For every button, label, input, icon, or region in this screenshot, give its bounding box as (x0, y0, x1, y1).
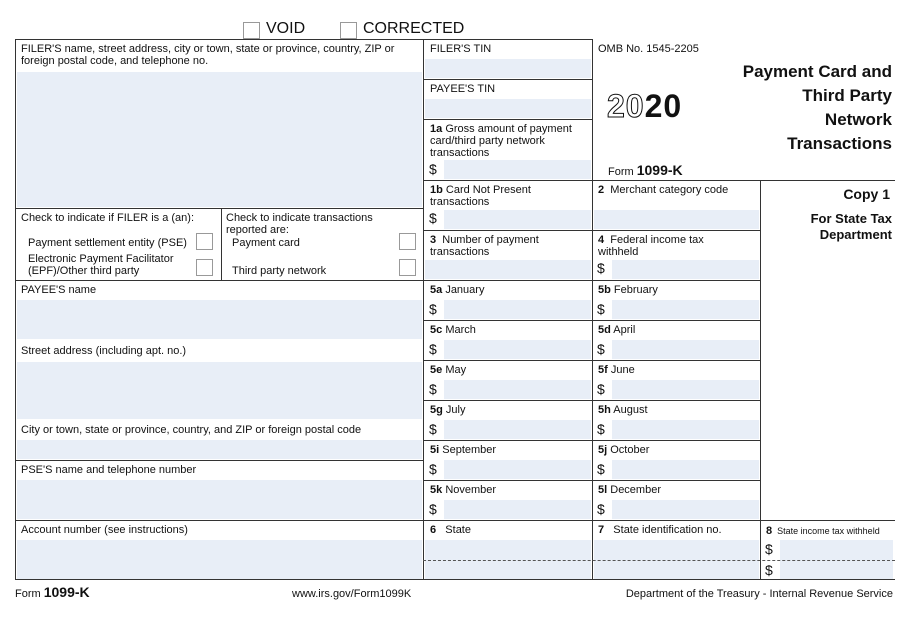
city-field[interactable] (17, 440, 422, 459)
filer-tin-label: FILER'S TIN (430, 43, 492, 55)
box-5c-label (430, 324, 476, 336)
rule-col1 (423, 39, 424, 580)
street-address-label: Street address (including apt. no.) (21, 345, 187, 357)
copy-description (766, 211, 892, 243)
box-5e-field[interactable] (444, 380, 591, 399)
box-5c-text: March (445, 324, 476, 336)
payment-card-label: Payment card (232, 237, 300, 249)
box-5f-text: June (610, 364, 635, 376)
form-title-line3: Network (824, 110, 892, 129)
box-5g-number: 5g (430, 404, 443, 416)
box-7-label (598, 524, 722, 536)
box-8-dollar-2: $ (765, 562, 773, 578)
rule-h208 (15, 208, 424, 209)
box-5e-label (430, 364, 466, 376)
omb-form-id (608, 162, 683, 178)
box-5i-field[interactable] (444, 460, 591, 479)
rule-h119 (423, 119, 593, 120)
box-8-label (766, 525, 880, 537)
box-5k-number: 5k (430, 484, 443, 496)
box-5a-dollar: $ (429, 301, 437, 317)
box-5g-field[interactable] (444, 420, 591, 439)
box-2-label (598, 184, 728, 196)
check-filer-heading: Check to indicate if FILER is a (an): (21, 212, 195, 224)
box-5i-text: September (442, 444, 497, 456)
rule-check-split (221, 208, 222, 280)
box-5f-field[interactable] (612, 380, 759, 399)
filer-name-field[interactable] (17, 72, 422, 207)
rule-left (15, 39, 16, 580)
box-5c-dollar: $ (429, 341, 437, 357)
box-5g-label (430, 404, 465, 416)
box-5a-label (430, 284, 484, 296)
box-5d-label (598, 324, 635, 336)
box-5j-text: October (610, 444, 650, 456)
box-5g-text: July (445, 404, 466, 416)
filer-tin-field[interactable] (425, 59, 591, 78)
footer-url[interactable]: www.irs.gov/Form1099K (292, 588, 412, 600)
street-address-field[interactable] (17, 362, 422, 419)
box-5d-dollar: $ (597, 341, 605, 357)
box-5a-text: January (445, 284, 485, 296)
rule-h400 (423, 400, 761, 401)
payee-tin-label: PAYEE'S TIN (430, 83, 496, 95)
box-4-text: Federal income tax withheld (598, 234, 704, 258)
footer-form-id (15, 584, 90, 600)
copy-line1: For State Tax (810, 211, 892, 226)
box-3-number: 3 (430, 234, 437, 246)
copy-line2: Department (819, 227, 892, 242)
box-5b-label (598, 284, 658, 296)
form-title-line4: Transactions (787, 134, 892, 153)
pse-name-field[interactable] (17, 480, 422, 519)
box-5l-label (598, 484, 661, 496)
box-2-text: Merchant category code (610, 184, 729, 196)
box-5l-field[interactable] (612, 500, 759, 519)
epf-option-label: Electronic Payment Facilitator (EPF)/Other third party (28, 253, 174, 277)
footer-form-prefix: Form (15, 588, 41, 600)
box-5f-label (598, 364, 635, 376)
footer-form-name: 1099-K (43, 584, 90, 600)
box-2-field[interactable] (594, 210, 759, 229)
box-8-number: 8 (766, 525, 773, 537)
tax-year (607, 88, 682, 125)
box-5k-label (430, 484, 496, 496)
box-5k-dollar: $ (429, 501, 437, 517)
box-1b-number: 1b (430, 184, 443, 196)
pse-checkbox[interactable] (196, 233, 213, 250)
box-6-text: State (445, 524, 471, 536)
check-trans-heading: Check to indicate transactions reported are: (226, 212, 373, 236)
rule-col2 (592, 39, 593, 580)
box-3-text: Number of payment transactions (430, 234, 539, 258)
form-title-line1: Payment Card and (742, 62, 892, 81)
payee-name-field[interactable] (17, 300, 422, 339)
box-5f-dollar: $ (597, 381, 605, 397)
box-6-number: 6 (430, 524, 437, 536)
box-5a-field[interactable] (444, 300, 591, 319)
box-5h-number: 5h (598, 404, 611, 416)
box-5h-dollar: $ (597, 421, 605, 437)
box-2-number: 2 (598, 184, 605, 196)
box-5l-number: 5l (598, 484, 608, 496)
box-5d-field[interactable] (612, 340, 759, 359)
box-1b-dollar: $ (429, 210, 437, 226)
payee-name-label: PAYEE'S name (21, 284, 97, 296)
box-1a-text: Gross amount of payment card/third party network transactions (430, 123, 572, 159)
account-number-field[interactable] (17, 540, 422, 579)
copy-name: Copy 1 (843, 186, 890, 202)
box-7-number: 7 (598, 524, 605, 536)
box-1b-text: Card Not Present transactions (430, 184, 531, 208)
box-3-field[interactable] (425, 260, 591, 279)
box-4-label (598, 234, 738, 258)
box-5e-dollar: $ (429, 381, 437, 397)
box-4-dollar: $ (597, 260, 605, 276)
rule-h180 (423, 180, 895, 181)
box-5k-field[interactable] (444, 500, 591, 519)
pse-option-label: Payment settlement entity (PSE) (28, 237, 187, 249)
box-1b-field[interactable] (444, 210, 591, 229)
rule-top (15, 39, 593, 40)
box-5d-number: 5d (598, 324, 611, 336)
box-5e-text: May (445, 364, 467, 376)
box-5c-number: 5c (430, 324, 443, 336)
rule-h460 (15, 460, 424, 461)
rule-h520 (15, 520, 895, 521)
box-6-label (430, 524, 471, 536)
rule-h480 (423, 480, 761, 481)
rule-h280 (15, 280, 761, 281)
box-8-dollar-1: $ (765, 541, 773, 557)
corrected-checkbox[interactable] (340, 22, 357, 39)
box-4-field[interactable] (612, 260, 759, 279)
box-5l-text: December (610, 484, 661, 496)
rule-h230 (423, 230, 761, 231)
third-party-network-label: Third party network (232, 265, 327, 277)
box-5i-dollar: $ (429, 461, 437, 477)
corrected-label: CORRECTED (363, 20, 465, 37)
box-5b-field[interactable] (612, 300, 759, 319)
box-5k-text: November (445, 484, 497, 496)
box-1a-number: 1a (430, 123, 443, 135)
form-title (700, 60, 892, 156)
box-5a-number: 5a (430, 284, 443, 296)
pse-name-label: PSE'S name and telephone number (21, 464, 197, 476)
box-5b-number: 5b (598, 284, 611, 296)
account-number-label: Account number (see instructions) (21, 524, 188, 536)
rule-h360 (423, 360, 761, 361)
box-5c-field[interactable] (444, 340, 591, 359)
third-party-network-checkbox[interactable] (399, 259, 416, 276)
rule-dashed (423, 560, 895, 561)
box-3-label (430, 234, 570, 258)
box-5j-field[interactable] (612, 460, 759, 479)
footer-department: Department of the Treasury - Internal Revenue Service (625, 588, 893, 600)
box-1a-dollar: $ (429, 161, 437, 177)
box-5f-number: 5f (598, 364, 608, 376)
box-5d-text: April (613, 324, 636, 336)
box-5b-text: February (613, 284, 658, 296)
payee-tin-field[interactable] (425, 99, 591, 118)
box-1b-label (430, 184, 560, 208)
box-1a-label (430, 123, 590, 159)
box-5e-number: 5e (430, 364, 443, 376)
rule-bottom (15, 579, 895, 580)
filer-name-label: FILER'S name, street address, city or town, state or province, country, ZIP or foreign postal code, and telephone no. (21, 43, 395, 67)
box-5j-dollar: $ (597, 461, 605, 477)
payment-card-checkbox[interactable] (399, 233, 416, 250)
rule-h440 (423, 440, 761, 441)
form-title-line2: Third Party (802, 86, 892, 105)
box-5j-label (598, 444, 649, 456)
box-7-text: State identification no. (613, 524, 722, 536)
omb-form-name: 1099-K (636, 162, 683, 178)
box-5l-dollar: $ (597, 501, 605, 517)
box-8-text: State income tax withheld (777, 526, 880, 536)
city-label: City or town, state or province, country, and ZIP or foreign postal code (21, 424, 362, 436)
rule-h320 (423, 320, 761, 321)
omb-form-prefix: Form (608, 166, 634, 178)
box-5h-text: August (613, 404, 648, 416)
tax-year-outline: 20 (607, 88, 645, 124)
box-5j-number: 5j (598, 444, 608, 456)
box-4-number: 4 (598, 234, 605, 246)
box-5h-label (598, 404, 648, 416)
box-5h-field[interactable] (612, 420, 759, 439)
epf-checkbox[interactable] (196, 259, 213, 276)
omb-number: OMB No. 1545-2205 (598, 43, 699, 55)
box-1a-field[interactable] (444, 160, 591, 179)
box-5b-dollar: $ (597, 301, 605, 317)
void-checkbox[interactable] (243, 22, 260, 39)
tax-year-bold: 20 (644, 88, 683, 124)
box-5i-label (430, 444, 496, 456)
void-label: VOID (266, 20, 306, 37)
box-5g-dollar: $ (429, 421, 437, 437)
rule-h79 (423, 79, 593, 80)
box-5i-number: 5i (430, 444, 440, 456)
